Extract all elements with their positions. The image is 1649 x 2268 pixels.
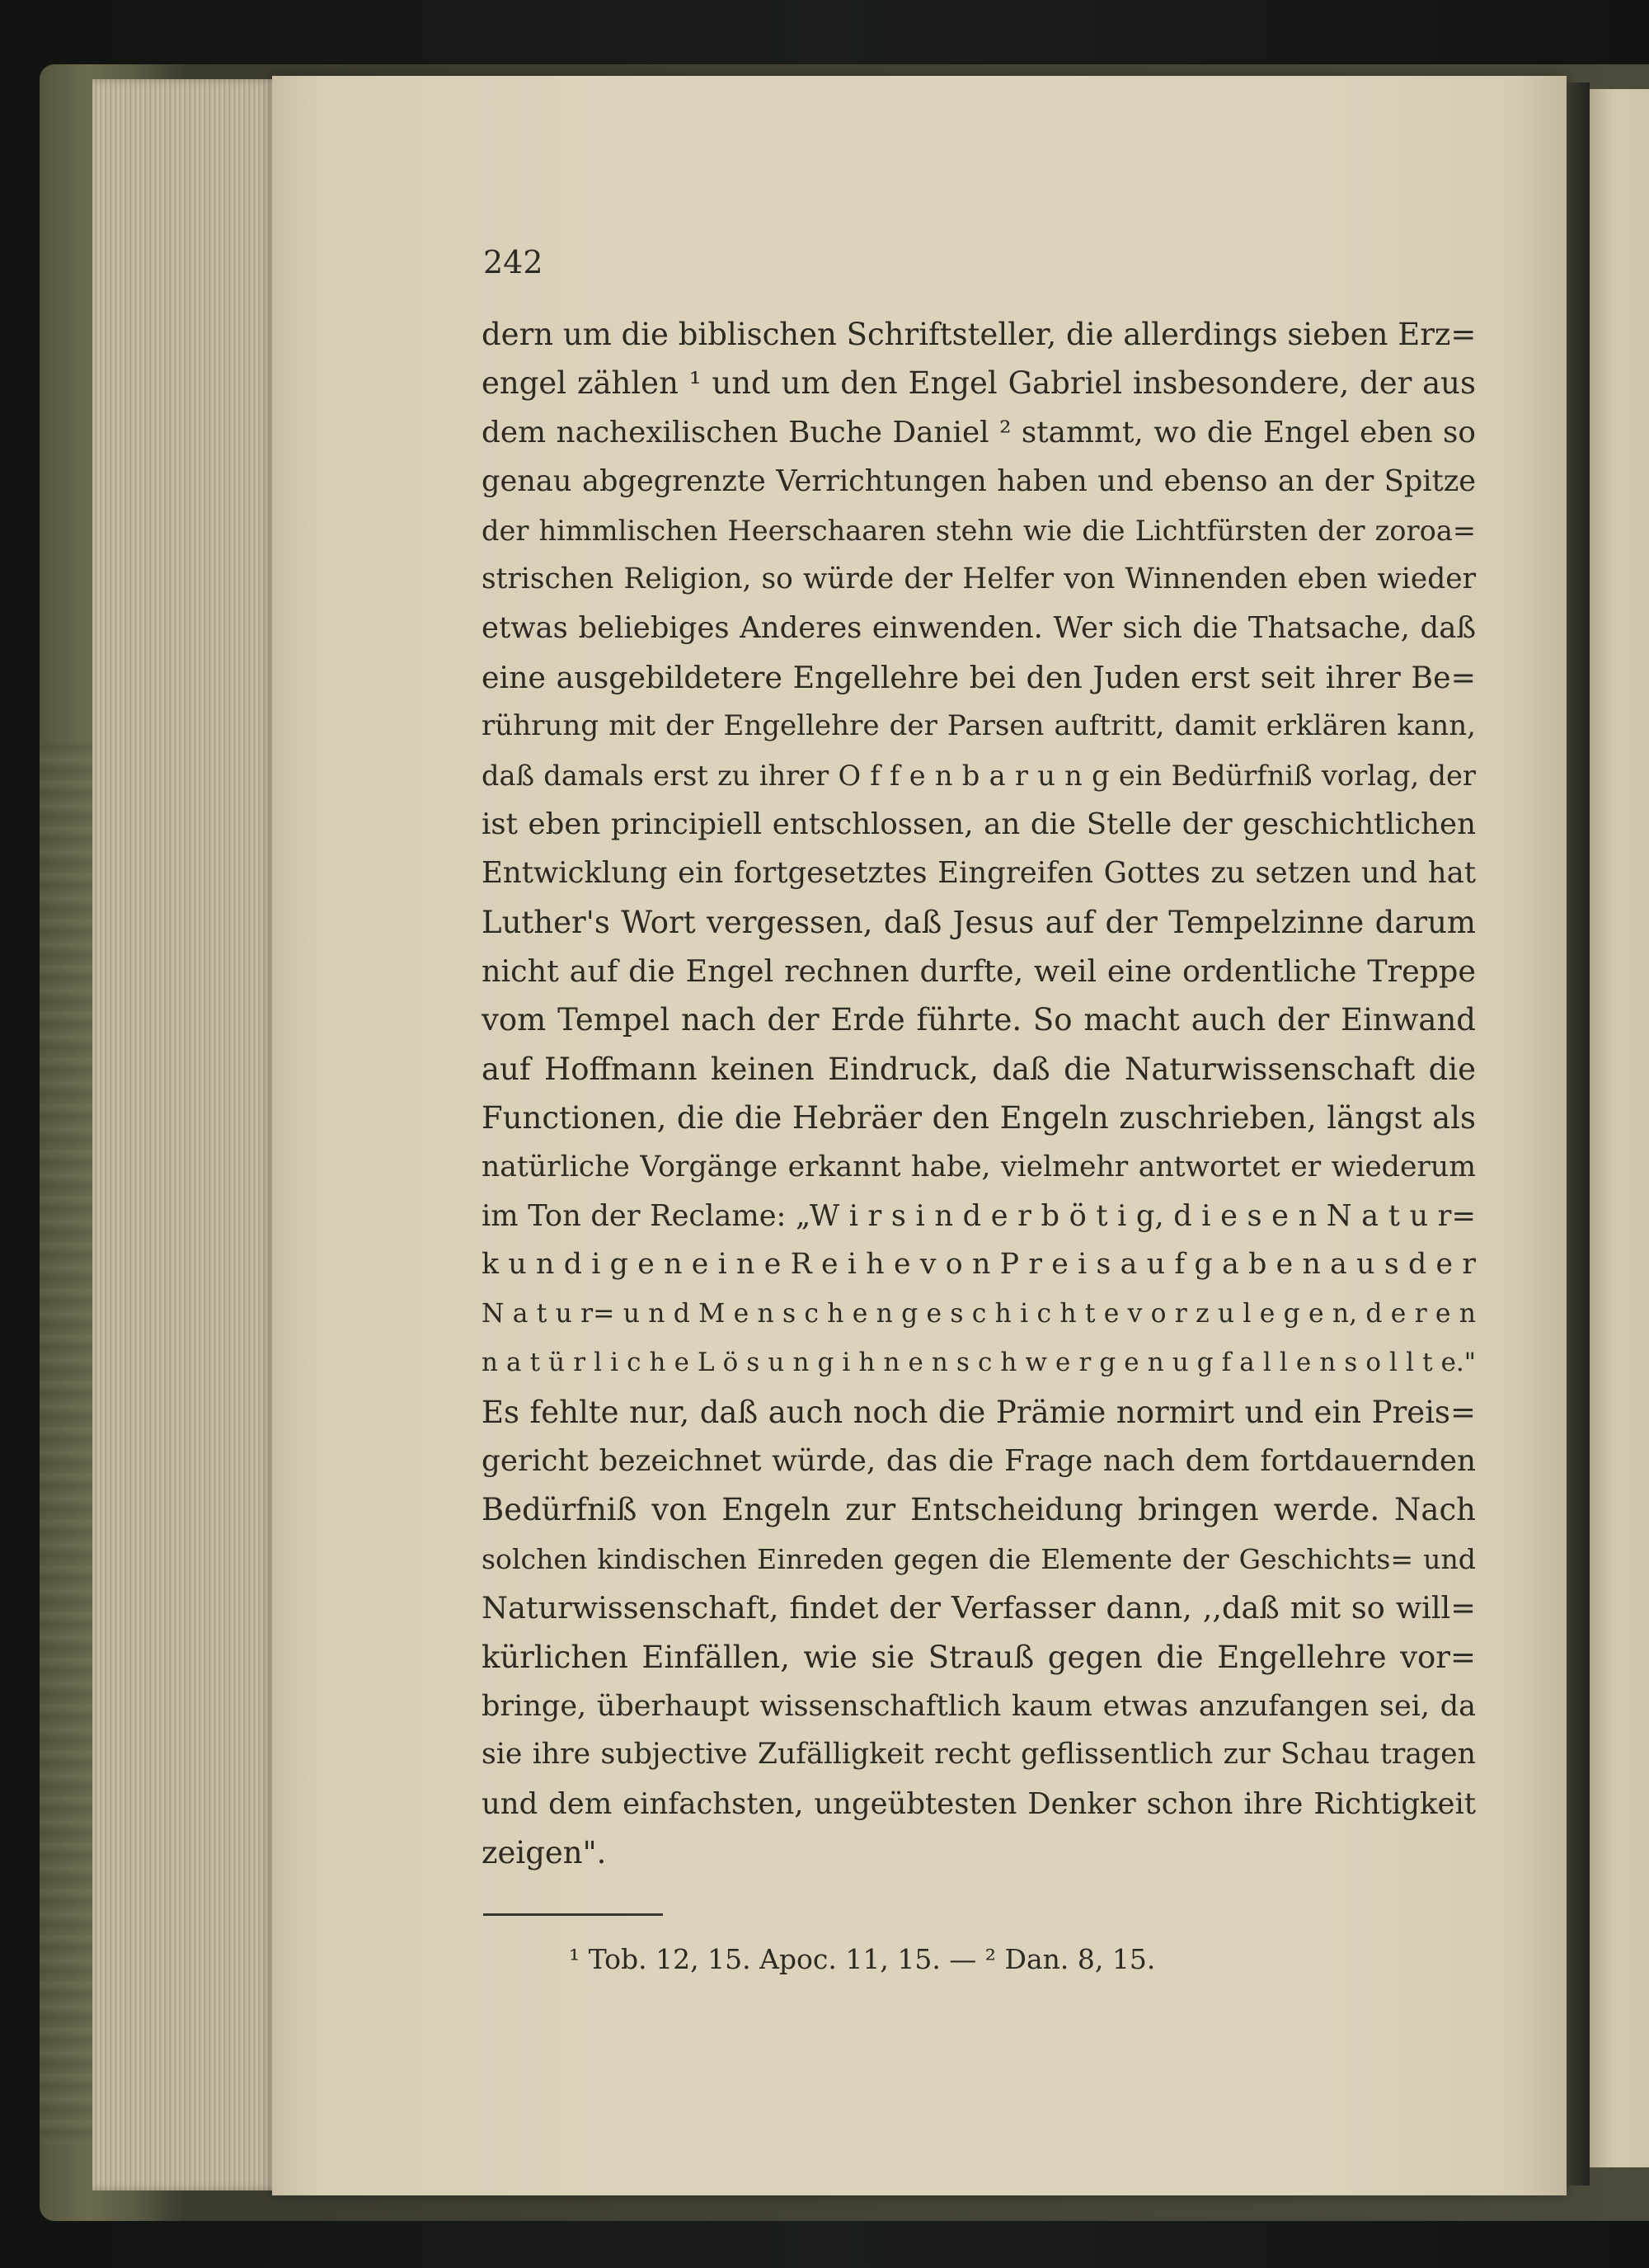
text-line: auf Hoffmann keinen Eindruck, daß die Naturwissenschaft die <box>482 1051 1476 1087</box>
text-line: rührung mit der Engellehre der Parsen auftritt, damit erklären kann, <box>482 709 1476 743</box>
text-line: natürliche Vorgänge erkannt habe, vielmehr antwortet er wiederum <box>482 1150 1476 1183</box>
text-line: ist eben principiell entschlossen, an die Stelle der geschichtlichen <box>482 807 1476 841</box>
text-line: strischen Religion, so würde der Helfer von Winnenden eben wieder <box>482 562 1476 595</box>
footnote-divider <box>483 1913 663 1916</box>
text-line: eine ausgebildetere Engellehre bei den Juden erst seit ihrer Be= <box>482 659 1476 695</box>
text-line: Luther's Wort vergessen, daß Jesus auf der Tempelzinne darum <box>482 904 1476 940</box>
text-line: n a t ü r l i c h e L ö s u n g i h n e n s c h w e r g e n u g f a l l e n s o l l t e." <box>482 1348 1476 1378</box>
text-line: etwas beliebiges Anderes einwenden. Wer sich die Thatsache, daß <box>482 611 1476 646</box>
text-line: engel zählen ¹ und um den Engel Gabriel insbesondere, der aus <box>482 365 1476 402</box>
text-line: Entwicklung ein fortgesetztes Eingreifen Gottes zu setzen und hat <box>482 856 1476 891</box>
text-line: gericht bezeichnet würde, das die Frage nach dem fortdauernden <box>482 1443 1476 1478</box>
text-line: solchen kindischen Einreden gegen die Elemente der Geschichts= und <box>482 1542 1476 1575</box>
page-number: 242 <box>483 244 543 280</box>
text-line: k u n d i g e n e i n e R e i h e v o n P r e i s a u f g a b e n a u s d e r <box>482 1248 1476 1282</box>
book-cover-worn-edge <box>40 742 97 2144</box>
text-line: nicht auf die Engel rechnen durfte, weil eine ordentliche Treppe <box>482 953 1476 990</box>
text-line: Es fehlte nur, daß auch noch die Prämie normirt und ein Preis= <box>482 1394 1476 1430</box>
text-line: der himmlischen Heerschaaren stehn wie die Lichtfürsten der zoroa= <box>482 514 1476 547</box>
text-line: dern um die biblischen Schriftsteller, die allerdings sieben Erz= <box>482 317 1477 352</box>
text-line: N a t u r= u n d M e n s c h e n g e s c h i c h t e v o r z u l e g e n, d e r e n <box>482 1298 1476 1329</box>
text-line: Naturwissenschaft, findet der Verfasser dann, ,,daß mit so will= <box>482 1590 1476 1626</box>
text-line: daß damals erst zu ihrer O f f e n b a r u n g ein Bedürfniß vorlag, der <box>482 759 1476 792</box>
text-line: vom Tempel nach der Erde führte. So macht auch der Einwand <box>482 1002 1476 1038</box>
text-line: genau abgegrenzte Verrichtungen haben und ebenso an der Spitze <box>482 464 1476 499</box>
text-line: und dem einfachsten, ungeübtesten Denker schon ihre Richtigkeit <box>482 1786 1476 1821</box>
text-line: sie ihre subjective Zufälligkeit recht geflissentlich zur Schau tragen <box>482 1738 1476 1772</box>
text-line: dem nachexilischen Buche Daniel ² stammt, wo die Engel eben so <box>482 415 1476 449</box>
text-line: kürlichen Einfällen, wie sie Strauß gegen die Engellehre vor= <box>482 1639 1476 1675</box>
text-line: Bedürfniß von Engeln zur Entscheidung bringen werde. Nach <box>482 1492 1476 1528</box>
page-edge-stack <box>92 79 290 2190</box>
text-line: bringe, überhaupt wissenschaftlich kaum etwas anzufangen sei, da <box>482 1688 1476 1723</box>
footnotes: ¹ Tob. 12, 15. Apoc. 11, 15. — ² Dan. 8, 15. <box>569 1943 1156 1975</box>
text-line: zeigen". <box>482 1835 607 1871</box>
text-line: Functionen, die die Hebräer den Engeln zuschrieben, längst als <box>482 1100 1476 1136</box>
book-gutter <box>1567 82 1590 2186</box>
body-text <box>482 310 1476 1878</box>
text-line: im Ton der Reclame: „W i r s i n d e r b ö t i g, d i e s e n N a t u r= <box>482 1199 1476 1234</box>
facing-page-edge <box>1590 89 1649 2167</box>
